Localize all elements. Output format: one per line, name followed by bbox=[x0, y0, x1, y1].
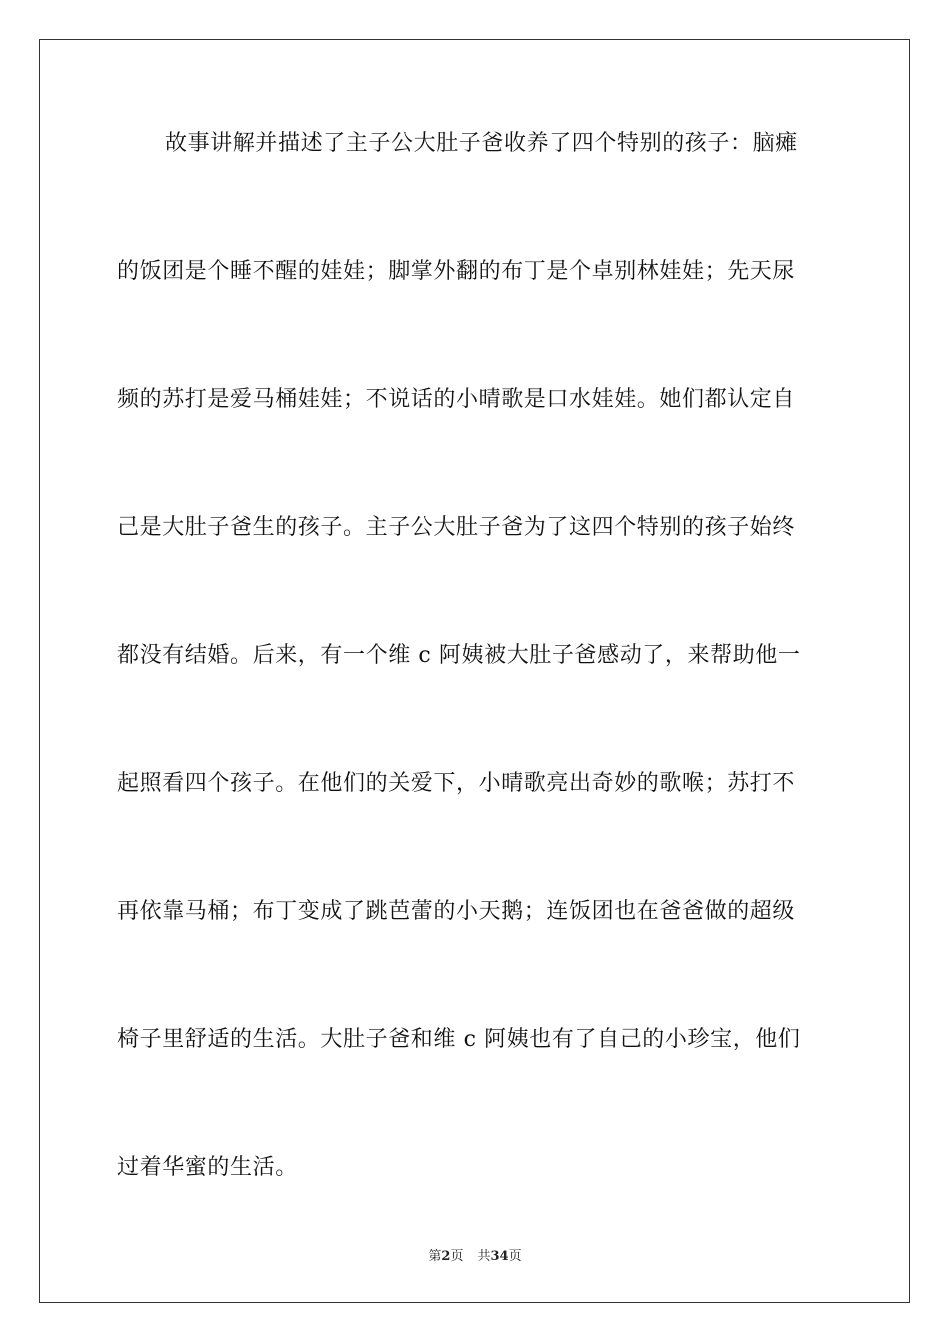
text-line-8: 椅子里舒适的生活。大肚子爸和维 c 阿姨也有了自己的小珍宝，他们 bbox=[117, 1027, 801, 1052]
text-line-5: 都没有结婚。后来，有一个维 c 阿姨被大肚子爸感动了，来帮助他一 bbox=[117, 643, 801, 668]
page-label-suffix: 页 bbox=[450, 1249, 464, 1264]
page-label-prefix: 第 bbox=[428, 1249, 442, 1264]
text-line-4: 己是大肚子爸生的孩子。主子公大肚子爸为了这四个特别的孩子始终 bbox=[117, 515, 796, 540]
body-text bbox=[117, 128, 833, 1280]
page-footer bbox=[0, 1248, 950, 1266]
text-line-7: 再依靠马桶；布丁变成了跳芭蕾的小天鹅；连饭团也在爸爸做的超级 bbox=[117, 899, 796, 924]
page-number: 2 bbox=[441, 1249, 451, 1264]
total-label-prefix: 共 bbox=[477, 1249, 491, 1264]
total-label-suffix: 页 bbox=[508, 1249, 522, 1264]
text-line-3: 频的苏打是爱马桶娃娃；不说话的小晴歌是口水娃娃。她们都认定自 bbox=[117, 387, 796, 412]
text-line-2: 的饭团是个睡不醒的娃娃；脚掌外翻的布丁是个卓别林娃娃；先天尿 bbox=[117, 259, 796, 284]
text-line-9: 过着华蜜的生活。 bbox=[117, 1155, 298, 1180]
text-line-1: 故事讲解并描述了主子公大肚子爸收养了四个特别的孩子：脑瘫 bbox=[165, 131, 798, 156]
total-pages: 34 bbox=[490, 1249, 509, 1264]
text-line-6: 起照看四个孩子。在他们的关爱下，小晴歌亮出奇妙的歌喉；苏打不 bbox=[117, 771, 796, 796]
